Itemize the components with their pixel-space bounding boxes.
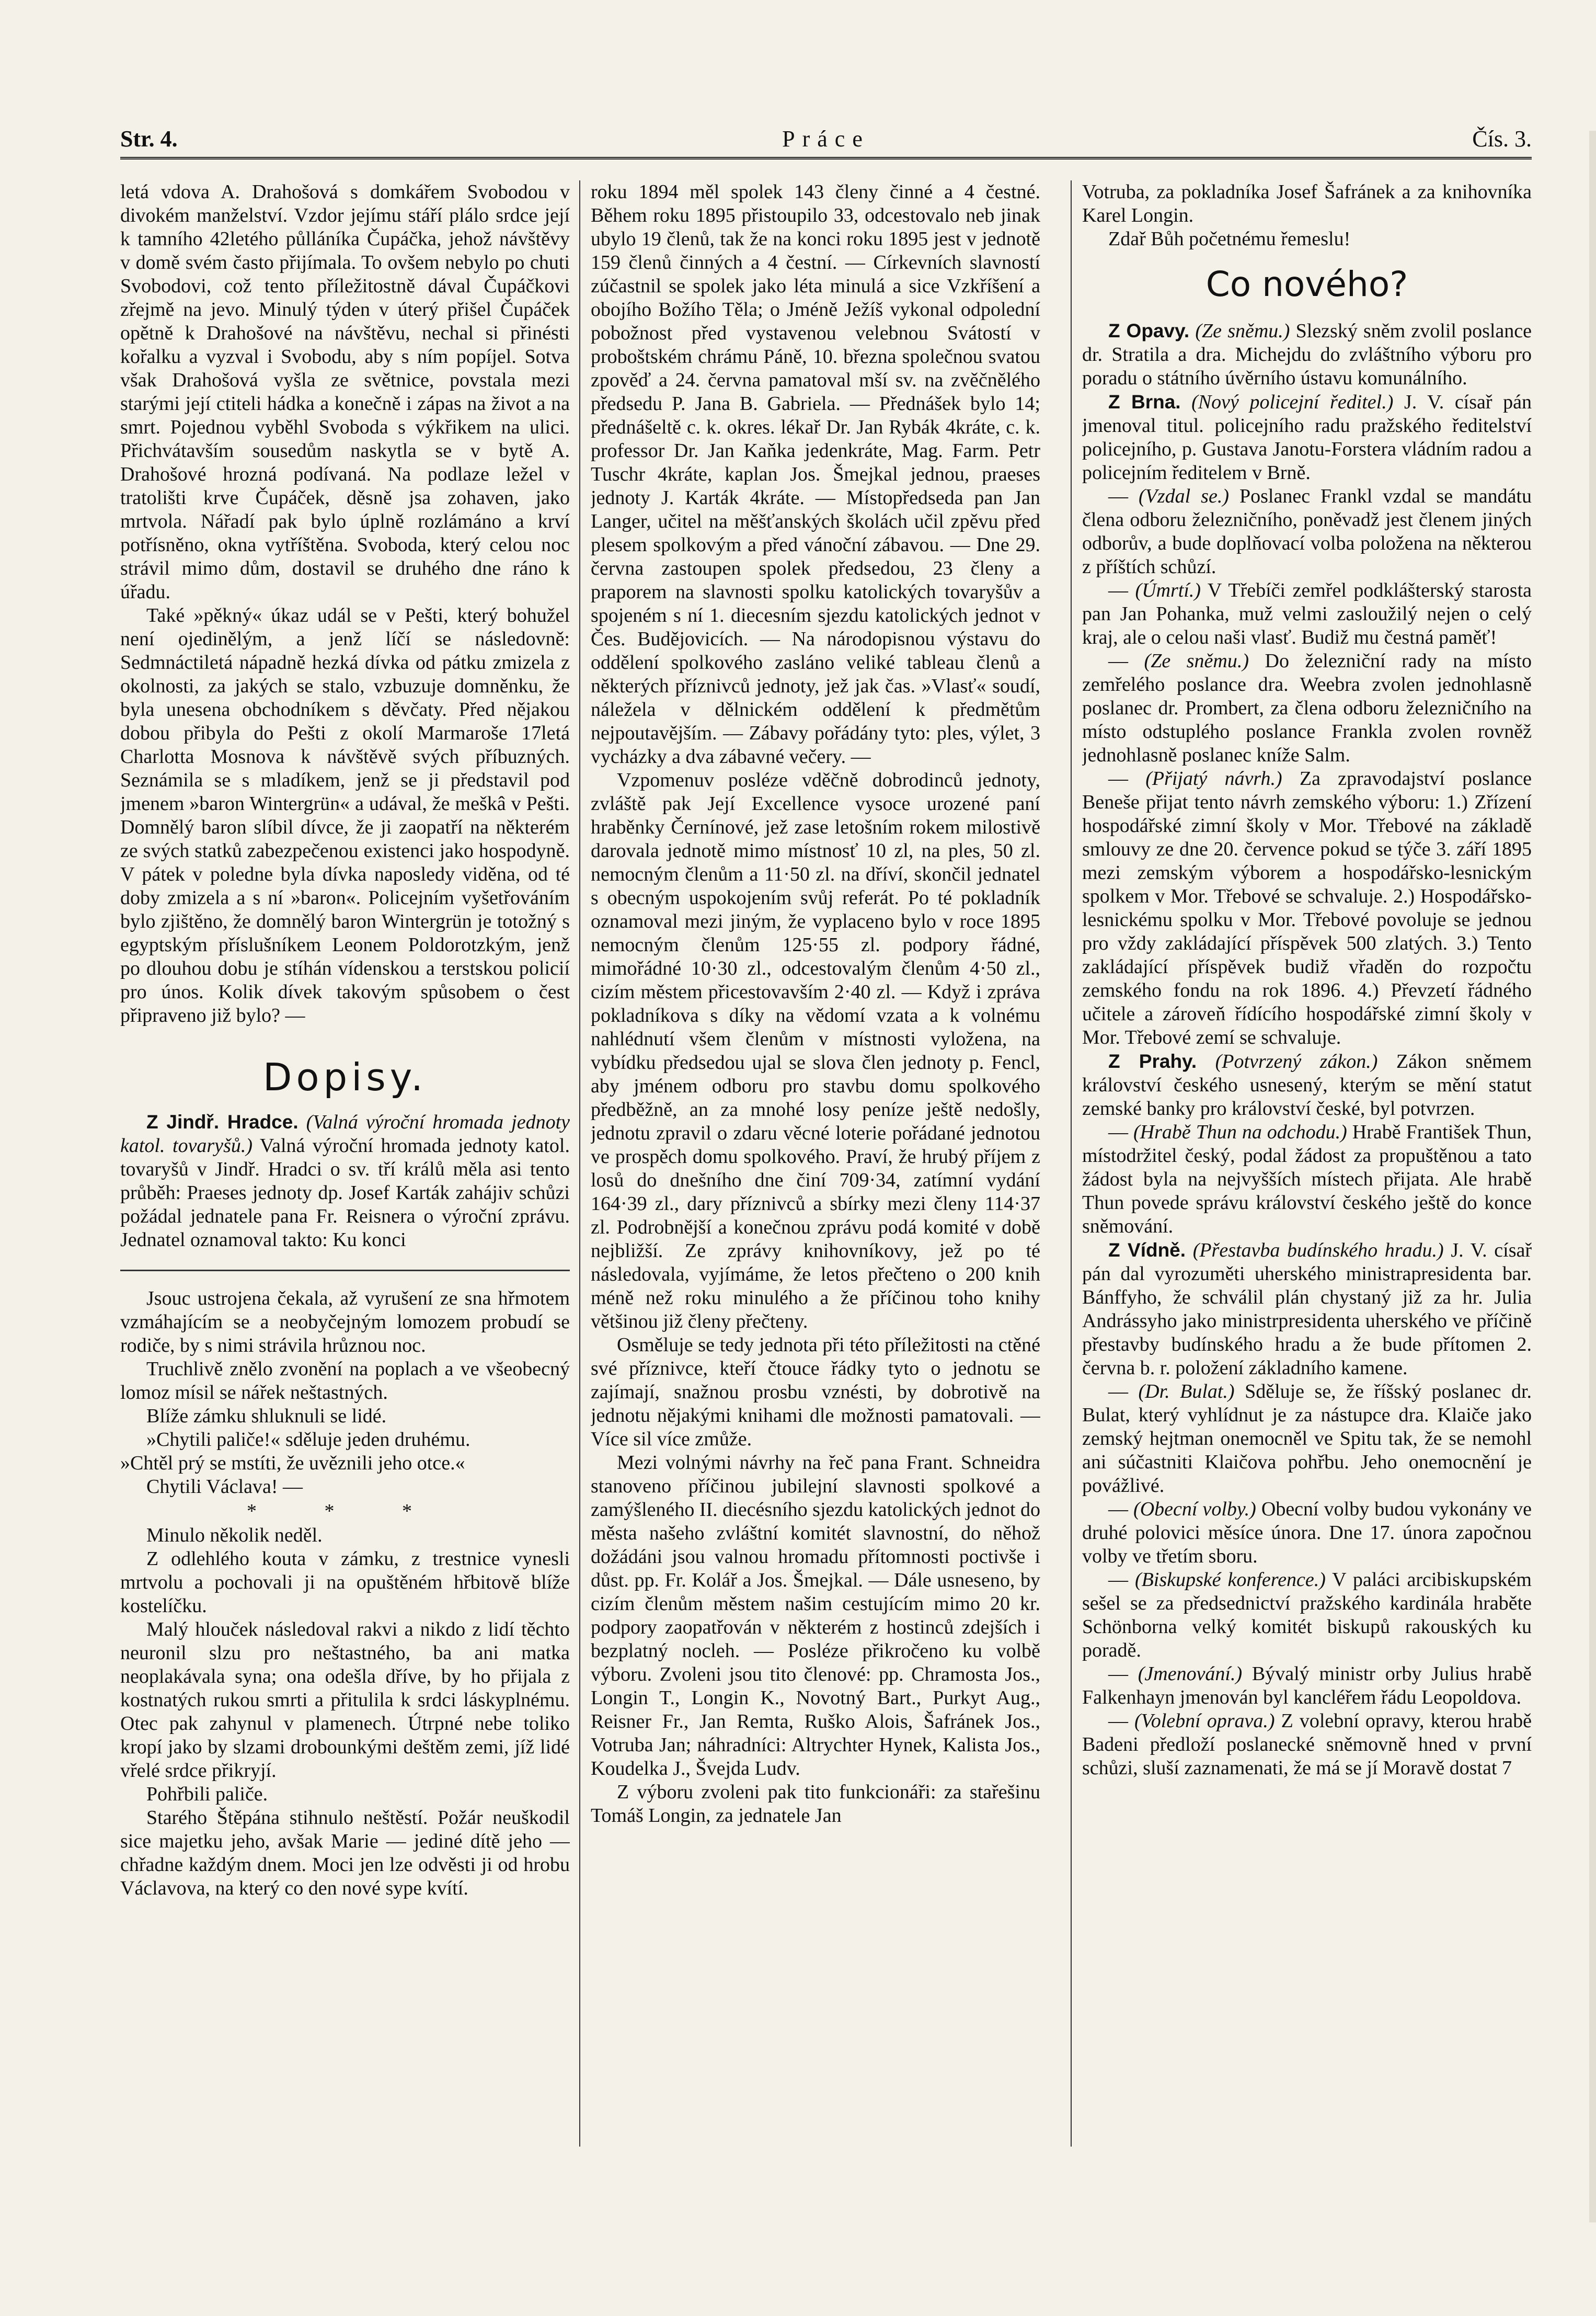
article-paragraph: Osměluje se tedy jednota při této příležitosti na ctěné své příznivce, kteří čtouce řádky tyto o jednotu se zajímají, snažnou prosbu vznésti, by dobrotivě na jednotu nějakými knihami dle možnosti pamatovali. — Více sil více zmůže.: [591, 1334, 1040, 1450]
news-text: Sděluje se, že říšský poslanec dr. Bulat, který vyhlídnut je za nástupce dra. Klaiče jako zemský hejtman onemocněl ve Spitu tak, že se nemohl ani súčastniti Klaičova pohřbu. Jeho onemocnění je povážlivé.: [1082, 1381, 1532, 1497]
feuilleton-paragraph: Jsouc ustrojena čekala, až vyrušení ze sna hřmotem vzmáhajícím se a neobyčejným lomozem probudí se rodiče, by s nimi strávila hrůznou noc.: [120, 1287, 570, 1356]
news-text: Obecní volby budou vykonány ve druhé polovici měsíce února. Dne 17. února započnou volby ve třetím sboru.: [1082, 1498, 1532, 1567]
news-text: Poslanec Frankl vzdal se mandátu člena odboru železničního, poněvadž jest členem jiných odborův, a bude doplňovací volba položena na některou z příštích schůzí.: [1082, 485, 1532, 578]
news-title: (Ze sněmu.): [1144, 650, 1249, 672]
news-title: (Jmenování.): [1138, 1663, 1243, 1685]
page-header: [120, 126, 1532, 157]
section-title-dopisy: Dopisy.: [263, 1055, 427, 1099]
news-text: Hrabě František Thun, místodržitel český, podal žádost za propuštěnou a tato žádost byla na nejvyšších místech přijata. Ale hrabě Thun povede správu království českého ještě do konce sněmování.: [1082, 1121, 1532, 1237]
news-item: [1082, 1049, 1532, 1121]
news-text: Bývalý ministr orby Julius hrabě Falkenhayn jmenován byl kancléřem řádu Leopoldova.: [1082, 1663, 1532, 1708]
article-paragraph: Mezi volnými návrhy na řeč pana Frant. Schneidra stanoveno příčinou jubilejní slavnosti spolkové a zamýšleného II. diecésního sjezdu katolických jednot do města našeho zvláštní komitét slavnostní, do něhož dožádáni jsou valnou hromadu přítomnosti poctivše i důst. pp. Fr. Kolář a Jos. Šmejkal. — Dále usneseno, by cizím členům městem našim cestujícím mimo 20 kr. podpory zaopatřován v některém z hostinců zdejších i bezplatný nocleh. — Posléze přikročeno ku volbě výboru. Zvoleni jsou tito členové: pp. Chramosta Jos., Longin T., Longin K., Novotný Bart., Purkyt Aug., Reisner Fr., Jan Remta, Ruško Alois, Šafránek Jos., Votruba Jan; náhradníci: Altrychter Hynek, Kalista Jos., Koudelka J., Švejda Ludv.: [591, 1452, 1040, 1779]
news-title: (Vzdal se.): [1138, 485, 1229, 507]
feuilleton-paragraph: »Chytili paliče!« sděluje jeden druhému.: [146, 1429, 470, 1451]
header-rule: [120, 157, 1532, 159]
news-title: (Dr. Bulat.): [1138, 1381, 1235, 1402]
news-text: Slezský sněm zvolil poslance dr. Stratila a dra. Michejdu do zvláštního výboru pro poradu o státního úvěrního ústavu komunálního.: [1082, 320, 1532, 389]
news-text: J. V. císař pán dal vyrozuměti uherského ministrapresidenta bar. Bánffyho, že schválil plán chystaný již za hr. Julia Andrássyho jako ministrpresidenta uherského ve příčině přestavby budínského hradu a že bude přítomen 2. června b. r. položení základního kamene.: [1082, 1239, 1532, 1379]
news-item: [1082, 319, 1532, 390]
news-title: (Přestavba budínského hradu.): [1192, 1239, 1444, 1261]
column-divider: [579, 180, 580, 2147]
feuilleton-paragraph: Truchlivě znělo zvonění na poplach a ve všeobecný lomoz mísil se nářek neštastných.: [120, 1358, 570, 1404]
news-text: V paláci arcibiskupském sešel se za předsednictví pražského kardinála hraběte Schönborna velký komitét biskupů rakouských ku poradě.: [1082, 1569, 1532, 1661]
article-paragraph: Z výboru zvoleni pak tito funkcionáři: za stařešinu Tomáš Longin, za jednatele Jan: [591, 1781, 1040, 1827]
news-text: Z volební opravy, kterou hrabě Badeni předloží poslanecké sněmovně hned v první schůzi, sluší zaznamenati, že má se jí Moravě dostat 7: [1082, 1710, 1532, 1779]
section-title-co-noveho: Co nového?: [1205, 264, 1408, 304]
news-title: (Volební oprava.): [1134, 1710, 1275, 1732]
news-text: Do železniční rady na místo zemřelého poslance dra. Weebra zvolen jednohlasně poslanec dr. Prombert, za člena odboru železničního na místo odstuplého poslance Frankla zvolen rovněž jednohlasně poslanec kníže Salm.: [1082, 650, 1532, 766]
feuilleton-paragraph: Chytili Václava! —: [146, 1476, 303, 1498]
feuilleton-rule: [120, 1270, 570, 1271]
feuilleton-paragraph: Minulo několik neděl.: [146, 1524, 323, 1546]
feuilleton-paragraph: Pohřbili paliče.: [146, 1783, 268, 1805]
news-item: [1082, 1238, 1532, 1380]
section-break-stars: * * *: [247, 1500, 443, 1522]
page-number: Str. 4.: [120, 126, 178, 152]
adjacent-page-edge: [1589, 131, 1596, 2222]
news-title: (Hrabě Thun na odchodu.): [1133, 1121, 1347, 1143]
news-title: (Přijatý návrh.): [1145, 768, 1282, 790]
issue-number: Čís. 3.: [1472, 126, 1532, 152]
news-title: (Potvrzený zákon.): [1215, 1051, 1378, 1073]
news-text: Za zpravodajství poslance Beneše přijat tento návrh zemského výboru: 1.) Zřízení hospodářské zimní školy v Mor. Třebové na základě smlouvy ze dne 20. července pokud se týče 3. září 1895 mezi zemským výborem a hospodářsko-lesnickým spolkem v Mor. Třebové se schvaluje. 2.) Hospodářsko-lesnickému spolku v Mor. Třebové povoluje se jednou pro vždy zakládající příspěvek 500 zlatých. 3.) Tento zakládající příspěvek budiž vřaděn do rozpočtu zemského fondu na rok 1896. 4.) Převzetí řádného učitele a zároveň řídícího hospodářské zimní školy v Mor. Třebové zemí se schvaluje.: [1082, 768, 1532, 1048]
news-title: (Nový policejní ředitel.): [1191, 391, 1394, 413]
news-title: (Obecní volby.): [1133, 1498, 1256, 1520]
article-paragraph: roku 1894 měl spolek 143 členy činné a 4 čestné. Během roku 1895 přistoupilo 33, odcestovalo neb jinak ubylo 19 členů, tak že na konci roku 1895 jest v jednotě 159 členů činných a 4 čestní. — Církevních slavností zúčastnil se spolek jako léta minulá a sice Vzkříšení a obojího Božího Těla; o Jméně Ježíš vykonal odpolední pobožnost před vystavenou velebnou Svátostí v proboštském chrámu Páně, 10. března společnou svatou zpověď a 24. června pamatoval mší sv. na zvěčnělého předsedu P. Jana B. Gabriela. — Přednášek bylo 14; přednášeltě c. k. okres. lékař Dr. Jan Rybák 4kráte, c. k. professor Dr. Jan Kaňka jedenkráte, Mag. Farm. Petr Tuschr 4kráte, kaplan Jos. Šmejkal jednou, praeses jednoty J. Karták 4kráte. — Místopředseda pan Jan Langer, učitel na měšťanských školách učil zpěvu před plesem spolkovým a před vánoční zábavou. — Dne 29. června zastoupen spolek předsedou, 23 členy a praporem na slavnosti spolku katolických tovaryšův a spojeném s ní 1. diecesním sjezdu katolických jednot v Čes. Budějovicích. — Na národopisnou výstavu do oddělení spolkového zasláno veliké tableau členů a některých příznivců jednoty, jež jak čas. »Vlasť« soudí, náležela v dělnickém oddělení k předmětům nejpoutavějším. — Zábavy pořádány tyto: ples, výlet, 3 vycházky a dva zábavné večery. —: [591, 181, 1040, 768]
feuilleton-paragraph: Blíže zámku shluknuli se lidé.: [146, 1405, 387, 1427]
newspaper-title: Práce: [782, 126, 870, 152]
news-item: — (Dr. Bulat.) Sděluje se, že říšský poslanec dr. Bulat, který vyhlídnut je za nástupce dra. Klaiče jako zemský hejtman onemocněl ve Spitu tak, že se nemohl ani súčastniti Klaičova pohřbu. Jeho onemocnění je povážlivé.: [1082, 1381, 1532, 1497]
dopis-jindrichuv-hradec: [120, 1110, 570, 1252]
news-text: V Třebíči zemřel podklášterský starosta pan Jan Pohanka, muž velmi zasloužilý nejen o celý kraj, ale o celou naši vlasť. Budiž mu čestná paměť!: [1082, 579, 1532, 648]
article-paragraph: letá vdova A. Drahošová s domkářem Svobodou v divokém manželství. Vzdor jejímu stáří plálo srdce její k tamního 42letého půlláníka Čupáčka, jehož návštěvy v domě svém často přijímala. To ovšem nebylo po chuti Svobodovi, což tento příležitostně dával Čupáčkovi zřejmě na jevo. Minulý týden v úterý přišel Čupáček opětně k Drahošové na návštěvu, nechal si přinésti kořalku a vyzval i Svobodu, aby s ním popíjel. Sotva však Drahošová vyšla ze světnice, povstala mezi starými její ctiteli hádka a konečně i zápas na život a na smrt. Pojednou vyběhl Svoboda s výkřikem na ulici. Přichvátavším sousedům naskytla se v bytě A. Drahošové hrozná podívaná. Na podlaze ležel v tratolišti krve Čupáček, děsně jsa zohaven, jako mrtvola. Nářadí pak bylo úplně rozlámáno a krví potřísněno, okna vytříštěna. Svoboda, který celou noc strávil mimo dům, dostavil se druhého dne ráno k úřadu.: [120, 181, 570, 603]
column-1: [120, 180, 570, 2254]
dateline: Z Vídně.: [1108, 1239, 1186, 1261]
feuilleton-paragraph: »Chtěl prý se mstíti, že uvěznili jeho otce.«: [120, 1452, 465, 1474]
news-item: — (Úmrtí.) V Třebíči zemřel podklášterský starosta pan Jan Pohanka, muž velmi zasloužilý nejen o celý kraj, ale o celou naši vlasť. Budiž mu čestná paměť!: [1082, 579, 1532, 648]
column-3: [1082, 180, 1532, 2254]
dateline: Z Prahy.: [1108, 1051, 1197, 1072]
article-paragraph: Také »pěkný« úkaz udál se v Pešti, který bohužel není ojedinělým, a jenž líčí se následovně: Sedmnáctiletá nápadně hezká dívka od pátku zmizela z okolnosti, za jakých se stalo, vzbuzuje domněnku, že byla unesena obchodníkem s děvčaty. Před nějakou dobou přibyla do Pešti z okolí Marmaroše 17letá Charlotta Mosnova k návštěvě svých příbuzných. Seznámila se s mladíkem, jenž se ji představil pod jmenem »baron Wintergrün« a udával, že meškâ v Pešti. Domnělý baron slíbil dívce, že ji zaopatří na některém ze svých statků zabezpečenou existenci jako hospodyně. V pátek v poledne byla dívka naposledy viděna, od té doby zmizela a s ní »baron«. Policejním vyšetřováním bylo zjištěno, že domnělý baron Wintergrün je totožný s egyptským příslušníkem Leonem Poldorotzkým, jenž po dlouhou dobu je stíhán vídenskou a terstskou policií pro únos. Kolik dívek takovým spůsobem o čest připraveno již bylo? —: [120, 604, 570, 1026]
column-2: [591, 180, 1040, 2254]
news-item: — (Přijatý návrh.) Za zpravodajství poslance Beneše přijat tento návrh zemského výboru: 1.) Zřízení hospodářské zimní školy v Mor. Třebové na základě smlouvy ze dne 20. července pokud se týče 3. září 1895 mezi zemským výborem a hospodářsko-lesnickým spolkem v Mor. Třebové se schvaluje. 2.) Hospodářsko-lesnickému spolku v Mor. Třebové povoluje se jednou pro vždy zakládající příspěvek 500 zlatých. 3.) Tento zakládající příspěvek budiž vřaděn do rozpočtu zemského fondu na rok 1896. 4.) Převzetí řádného učitele a zároveň řídícího hospodářské zimní školy v Mor. Třebové zemí se schvaluje.: [1082, 768, 1532, 1048]
news-item: — (Jmenování.) Bývalý ministr orby Julius hrabě Falkenhayn jmenován byl kancléřem řádu Leopoldova.: [1082, 1663, 1532, 1708]
news-title: (Ze sněmu.): [1195, 320, 1290, 342]
news-item: — (Vzdal se.) Poslanec Frankl vzdal se mandátu člena odboru železničního, poněvadž jest členem jiných odborův, a bude doplňovací volba položena na některou z příštích schůzí.: [1082, 485, 1532, 578]
news-text: Zákon sněmem království českého usnesený, kterým se mění statut zemské banky pro království české, byl potvrzen.: [1082, 1051, 1532, 1120]
feuilleton-paragraph: Malý hlouček následoval rakvi a nikdo z lidí těchto neuronil slzu pro neštastného, ba ani matka neoplakávala syna; ona odešla dříve, by ho přijala z kostnatých rukou smrti a přitulila k srdci láskyplnému. Otec pak zahynul v plamenech. Útrpné nebe toliko kropí jako by slzami drobounkými deštěm zemi, jíž lidé vřelé srdce přikryjí.: [120, 1618, 570, 1782]
feuilleton-paragraph: Z odlehlého kouta v zámku, z trestnice vynesli mrtvolu a pochovali ji na opuštěném hřbitově blíže kostelíčku.: [120, 1548, 570, 1617]
news-item: — (Obecní volby.) Obecní volby budou vykonány ve druhé polovici měsíce února. Dne 17. února započnou volby ve třetím sboru.: [1082, 1498, 1532, 1567]
news-item: — (Ze sněmu.) Do železniční rady na místo zemřelého poslance dra. Weebra zvolen jednohlasně poslanec dr. Prombert, za člena odboru železničního na místo odstuplého poslance Frankla zvolen rovněž jednohlasně poslanec kníže Salm.: [1082, 650, 1532, 766]
article-paragraph: Votruba, za pokladníka Josef Šafránek a za knihovníka Karel Longin.: [1082, 181, 1532, 226]
news-item: — (Biskupské konference.) V paláci arcibiskupském sešel se za předsednictví pražského kardinála hraběte Schönborna velký komitét biskupů rakouských ku poradě.: [1082, 1569, 1532, 1661]
article-text: Valná výroční hromada jednoty katol. tovaryšů v Jindř. Hradci o sv. tří králů měla asi tento průběh: Praeses jednoty dp. Josef Karták zahájiv schůzi požádal jednatele pana Fr. Reisnera o výroční zprávu. Jednatel oznamoval takto: Ku konci: [120, 1135, 570, 1251]
news-item: [1082, 390, 1532, 485]
news-title: (Biskupské konference.): [1134, 1569, 1326, 1591]
news-text: J. V. císař pán jmenoval titul. policejního radu pražského ředitelství policejního, p. Gustava Janotu-Forstera vládním radou a policejním ředitelem v Brně.: [1082, 391, 1532, 484]
dateline: Z Jindř. Hradce.: [146, 1111, 298, 1133]
news-item: — (Hrabě Thun na odchodu.) Hrabě František Thun, místodržitel český, podal žádost za propuštěnou a tato žádost byla na nejvyšších místech přijata. Ale hrabě Thun povede správu království českého ještě do konce sněmování.: [1082, 1121, 1532, 1237]
article-paragraph: Zdař Bůh početnému řemeslu!: [1108, 228, 1351, 250]
dateline: Z Opavy.: [1108, 320, 1190, 341]
article-subtitle: (Valná výroční hromada jednoty katol. tovaryšů.): [120, 1111, 570, 1157]
news-item: — (Volební oprava.) Z volební opravy, kterou hrabě Badeni předloží poslanecké sněmovně hned v první schůzi, sluší zaznamenati, že má se jí Moravě dostat 7: [1082, 1710, 1532, 1779]
feuilleton-paragraph: Starého Štěpána stihnulo neštěstí. Požár neuškodil sice majetku jeho, avšak Marie — jediné dítě jeho — chřadne každým dnem. Moci jen lze odvěsti ji od hrobu Václavova, na který co den nové sype kvítí.: [120, 1807, 570, 1899]
news-title: (Úmrtí.): [1135, 579, 1201, 601]
dateline: Z Brna.: [1108, 391, 1181, 413]
column-divider: [1071, 180, 1072, 2147]
article-paragraph: Vzpomenuv posléze vděčně dobrodinců jednoty, zvláště pak Její Excellence vysoce urozené paní hraběnky Černínové, jež zase letošním rokem milostivě darovala jednotě mimo místnosť 10 zl, na ples, 50 zl. nemocným členům a 11·50 zl. na dříví, skončil jednatel s obecným uspokojením svůj referát. Po té pokladník oznamoval mezi jiným, že vyplaceno bylo v roce 1895 nemocným členům 125·55 zl. podpory řádné, mimořádné 10·30 zl., odcestovalým členům 4·50 zl., cizím městem přicestovavším 2·40 zl. — Když i zpráva pokladníkova s díky na vědomí vzata a k volnému nahlédnutí všem členům v místnosti vyložena, na vybídku předsedou ujal se slova člen jednoty p. Fencl, aby jménem odboru pro stavbu domu spolkového předběžně, an za mnohé losy peníze ještě nedošly, jednotu zpravil o zdaru věcné loterie pořádané jednotou ve prospěch domu spolkového. Praví, že hrubý příjem z losů do dnešního dne činí 709·34, zatímní vydání 164·39 zl., dary příznivců a sbírky mezi členy 114·37 zl. Podrobnější a konečnou zprávu podá komité v době nejbližší. Ze zprávy knihovníkovy, jež po té následovala, vyjímáme, že letos přečteno o 200 knih méně než roku minulého a že příčinou toho knihy většinou již členy přečteny.: [591, 769, 1040, 1332]
